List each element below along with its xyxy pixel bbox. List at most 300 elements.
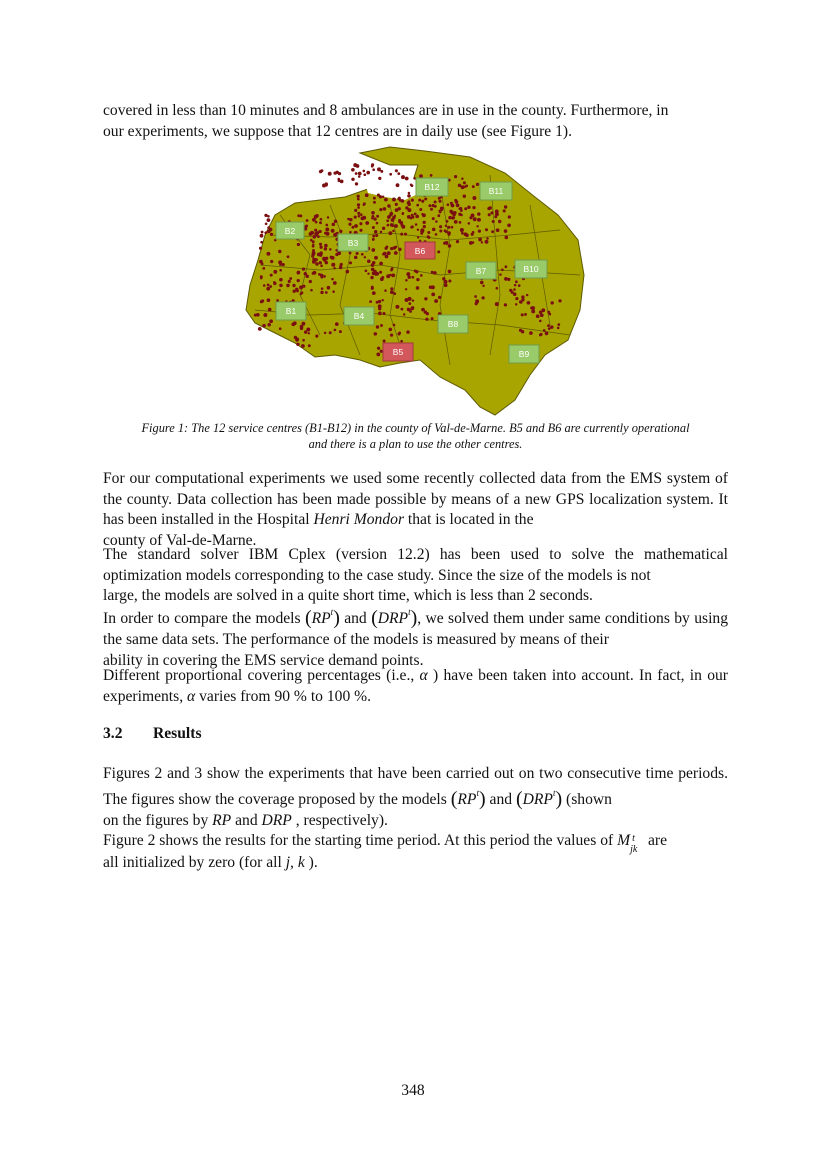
incident-dot bbox=[465, 234, 469, 238]
incident-dot bbox=[480, 281, 483, 284]
incident-dot bbox=[366, 171, 370, 175]
incident-dot bbox=[375, 234, 378, 237]
badge-b1-label: B1 bbox=[285, 306, 297, 316]
section-heading bbox=[103, 725, 202, 743]
incident-dot bbox=[288, 280, 291, 283]
incident-dot bbox=[520, 301, 523, 304]
badge-b11 bbox=[480, 182, 512, 200]
badge-b3-label: B3 bbox=[347, 238, 359, 248]
incident-dot bbox=[376, 325, 379, 328]
incident-dot bbox=[424, 297, 427, 300]
badge-b6 bbox=[405, 242, 435, 259]
incident-dot bbox=[393, 292, 396, 295]
incident-dot bbox=[437, 250, 440, 253]
incident-dot bbox=[335, 322, 339, 326]
incident-dot bbox=[507, 223, 511, 227]
p4-line-1b: ) have been taken into account. In fact, in bbox=[427, 667, 702, 684]
incident-dot bbox=[333, 281, 337, 285]
incident-dot bbox=[386, 219, 389, 222]
incident-dot bbox=[529, 331, 533, 335]
incident-dot bbox=[485, 240, 489, 244]
p1-line-1: For our computational experiments we used some recently collected data from the EMS bbox=[103, 470, 663, 487]
incident-dot bbox=[332, 223, 336, 227]
model-rp-2: RP bbox=[457, 790, 477, 808]
incident-dot bbox=[411, 214, 414, 217]
incident-dot bbox=[418, 199, 421, 202]
incident-dot bbox=[296, 289, 299, 292]
incident-dot bbox=[302, 339, 305, 342]
incident-dot bbox=[531, 309, 535, 313]
paragraph-data-collection bbox=[103, 469, 728, 551]
incident-dot bbox=[267, 215, 270, 218]
incident-dot bbox=[380, 350, 383, 353]
p3-line-1a: In order to compare the models bbox=[103, 610, 305, 628]
p3-line-1b: , we solved them under same conditions bbox=[417, 610, 670, 628]
incident-dot bbox=[363, 202, 366, 205]
incident-dot bbox=[545, 332, 549, 336]
incident-dot bbox=[448, 244, 452, 248]
incident-dot bbox=[390, 287, 393, 290]
incident-dot bbox=[495, 212, 499, 216]
incident-dot bbox=[411, 276, 414, 279]
incident-dot bbox=[423, 221, 426, 224]
incident-dot bbox=[482, 285, 484, 287]
badge-b12 bbox=[416, 178, 448, 196]
incident-dot bbox=[351, 168, 355, 172]
incident-dot bbox=[381, 299, 383, 301]
incident-dot bbox=[377, 347, 380, 350]
incident-dot bbox=[416, 204, 419, 207]
p3-line-3: ability in covering the EMS service demand points. bbox=[103, 652, 424, 670]
incident-dot bbox=[325, 184, 328, 187]
incident-dot bbox=[400, 340, 403, 343]
badge-b5 bbox=[383, 343, 413, 361]
incident-dot bbox=[431, 317, 434, 320]
incident-dot bbox=[324, 244, 328, 248]
incident-dot bbox=[376, 222, 379, 225]
incident-dot bbox=[448, 270, 452, 274]
incident-dot bbox=[463, 181, 466, 184]
incident-dot bbox=[376, 353, 380, 357]
incident-dot bbox=[308, 344, 311, 347]
incident-dot bbox=[415, 223, 418, 226]
incident-dot bbox=[396, 183, 400, 187]
incident-dot bbox=[375, 272, 379, 276]
incident-dot bbox=[491, 230, 494, 233]
incident-dot bbox=[399, 199, 402, 202]
p2-line-1: The standard solver IBM Cplex (version 12.2) has been used to solve the mathematical bbox=[103, 546, 728, 563]
incident-dot bbox=[349, 261, 352, 264]
incident-dot bbox=[264, 231, 267, 234]
incident-dot bbox=[373, 217, 376, 220]
incident-dot bbox=[317, 235, 320, 238]
incident-dot bbox=[400, 223, 403, 226]
badge-b9-label: B9 bbox=[518, 349, 530, 359]
incident-dot bbox=[478, 229, 481, 232]
incident-dot bbox=[438, 296, 441, 299]
incident-dot bbox=[503, 209, 506, 212]
incident-dot bbox=[304, 330, 307, 333]
incident-dot bbox=[358, 215, 361, 218]
incident-dot bbox=[465, 185, 468, 188]
incident-dot bbox=[333, 267, 335, 269]
incident-dot bbox=[314, 258, 318, 262]
incident-dot bbox=[273, 270, 277, 274]
incident-dot bbox=[270, 260, 273, 263]
incident-dot bbox=[426, 312, 429, 315]
incident-dot bbox=[378, 312, 382, 316]
m-sub-jk: jk bbox=[630, 844, 638, 856]
incident-dot bbox=[408, 200, 410, 202]
incident-dot bbox=[504, 205, 507, 208]
incident-dot bbox=[258, 327, 262, 331]
incident-dot bbox=[411, 199, 414, 202]
incident-dot bbox=[454, 175, 457, 178]
p2-line-3: large, the models are solved in a quite short time, which is less than 2 seconds. bbox=[103, 587, 593, 604]
incident-dot bbox=[371, 211, 375, 215]
incident-dot bbox=[320, 264, 323, 267]
incident-dot bbox=[387, 224, 390, 227]
p4-line-2b: varies from 90 % to 100 %. bbox=[195, 687, 372, 705]
incident-dot bbox=[331, 263, 335, 267]
incident-dot bbox=[372, 235, 375, 238]
p5-line-1: Figures 2 and 3 show the experiments that have been carried out on two consecutive time bbox=[103, 765, 674, 782]
alpha-symbol: α bbox=[419, 667, 428, 684]
incident-dot bbox=[387, 215, 391, 219]
incident-dot bbox=[371, 248, 375, 252]
incident-dot bbox=[421, 213, 423, 215]
incident-dot bbox=[279, 269, 282, 272]
incident-dot bbox=[324, 332, 327, 335]
incident-dot bbox=[505, 265, 508, 268]
p1-line-3c: that is located in the bbox=[404, 511, 534, 528]
word-and: and bbox=[339, 610, 372, 628]
incident-dot bbox=[379, 208, 382, 211]
incident-dot bbox=[456, 204, 460, 208]
incident-dot bbox=[279, 327, 282, 330]
incident-dot bbox=[378, 177, 381, 180]
incident-dot bbox=[269, 319, 273, 323]
sup-t-4: t bbox=[552, 787, 556, 798]
incident-dot bbox=[428, 204, 431, 207]
incident-dot bbox=[269, 228, 273, 232]
incident-dot bbox=[319, 170, 322, 173]
word-and-3: and bbox=[231, 812, 262, 830]
m-sup-t: t bbox=[632, 833, 635, 845]
incident-dot bbox=[300, 291, 303, 294]
incident-dot bbox=[297, 279, 300, 282]
incident-dot bbox=[405, 288, 407, 290]
incident-dot bbox=[270, 274, 273, 277]
incident-dot bbox=[301, 344, 305, 348]
incident-dot bbox=[521, 313, 524, 316]
incident-dot bbox=[397, 172, 400, 175]
incident-dot bbox=[359, 222, 362, 225]
incident-dot bbox=[530, 306, 533, 309]
incident-dot bbox=[405, 177, 409, 181]
incident-dot bbox=[265, 222, 268, 225]
incident-dot bbox=[463, 194, 466, 197]
incident-dot bbox=[438, 197, 441, 200]
incident-dot bbox=[406, 330, 409, 333]
incident-dot bbox=[421, 308, 425, 312]
incident-dot bbox=[297, 214, 300, 217]
badge-b8-label: B8 bbox=[447, 319, 459, 329]
incident-dot bbox=[515, 303, 517, 305]
incident-dot bbox=[300, 326, 303, 329]
incident-dot bbox=[380, 231, 383, 234]
incident-dot bbox=[395, 305, 399, 309]
incident-dot bbox=[438, 200, 441, 203]
incident-dot bbox=[322, 257, 326, 261]
incident-dot bbox=[444, 280, 448, 284]
incident-dot bbox=[410, 184, 413, 187]
incident-dot bbox=[334, 220, 338, 224]
incident-dot bbox=[310, 289, 313, 292]
incident-dot bbox=[481, 241, 483, 243]
incident-dot bbox=[431, 293, 435, 297]
incident-dot bbox=[476, 225, 478, 227]
incident-dot bbox=[477, 212, 480, 215]
hospital-name: Henri Mondor bbox=[313, 511, 405, 528]
incident-dot bbox=[312, 243, 314, 245]
incident-dot bbox=[365, 193, 369, 197]
incident-dot bbox=[377, 193, 380, 196]
incident-dot bbox=[329, 248, 332, 251]
incident-dot bbox=[297, 271, 301, 275]
incident-dot bbox=[515, 280, 518, 283]
incident-dot bbox=[360, 213, 363, 216]
incident-dot bbox=[395, 203, 398, 206]
incident-dot bbox=[377, 167, 381, 171]
incident-dot bbox=[451, 226, 454, 229]
incident-dot bbox=[513, 292, 517, 296]
p5-line-2b: (shown bbox=[562, 790, 612, 808]
incident-dot bbox=[407, 194, 411, 198]
incident-dot bbox=[446, 220, 449, 223]
incident-dot bbox=[496, 228, 500, 232]
incident-dot bbox=[478, 238, 482, 242]
incident-dot bbox=[441, 209, 444, 212]
incident-dot bbox=[374, 256, 378, 260]
incident-dot bbox=[357, 195, 360, 198]
intro-line-2: our experiments, we suppose that 12 centres are in daily use (see Figure 1). bbox=[103, 122, 572, 140]
incident-dot bbox=[302, 322, 306, 326]
badge-b3 bbox=[338, 234, 368, 251]
incident-dot bbox=[315, 262, 318, 265]
incident-dot bbox=[334, 329, 337, 332]
incident-dot bbox=[349, 252, 352, 255]
incident-dot bbox=[408, 192, 411, 195]
incident-dot bbox=[400, 233, 403, 236]
badge-b10-label: B10 bbox=[523, 264, 539, 274]
incident-dot bbox=[354, 209, 357, 212]
incident-dot bbox=[390, 333, 393, 336]
incident-dot bbox=[394, 224, 398, 228]
incident-dot bbox=[390, 247, 393, 250]
incident-dot bbox=[448, 233, 451, 236]
incident-dot bbox=[383, 340, 386, 343]
incident-dot bbox=[270, 233, 273, 236]
incident-dot bbox=[539, 310, 542, 313]
badge-b9 bbox=[509, 345, 539, 363]
incident-dot bbox=[323, 275, 326, 278]
incident-dot bbox=[319, 243, 322, 246]
section-number: 3.2 bbox=[103, 725, 123, 742]
incident-dot bbox=[373, 201, 376, 204]
incident-dot bbox=[357, 203, 360, 206]
incident-dot bbox=[404, 233, 407, 236]
incident-dot bbox=[472, 185, 475, 188]
incident-dot bbox=[421, 200, 424, 203]
incident-dot bbox=[312, 235, 316, 239]
incident-dot bbox=[416, 278, 419, 281]
incident-dot bbox=[439, 229, 442, 232]
incident-dot bbox=[427, 235, 430, 238]
incident-dot bbox=[320, 291, 323, 294]
incident-dot bbox=[333, 233, 337, 237]
incident-dot bbox=[540, 313, 544, 317]
incident-dot bbox=[551, 301, 554, 304]
incident-dot bbox=[419, 208, 422, 211]
incident-dot bbox=[305, 275, 309, 279]
incident-dot bbox=[262, 267, 265, 270]
incident-dot bbox=[339, 266, 343, 270]
incident-dot bbox=[356, 164, 360, 168]
incident-dot bbox=[389, 173, 392, 176]
incident-dot bbox=[412, 299, 414, 301]
incident-dot bbox=[409, 310, 412, 313]
incident-dot bbox=[476, 301, 479, 304]
incident-dot bbox=[407, 215, 411, 219]
model-drp: DRP bbox=[377, 610, 409, 628]
incident-dot bbox=[325, 227, 329, 231]
incident-dot bbox=[308, 332, 310, 334]
incident-dot bbox=[434, 299, 438, 303]
incident-dot bbox=[389, 274, 392, 277]
incident-dot bbox=[394, 215, 396, 217]
incident-dot bbox=[324, 247, 327, 250]
incident-dot bbox=[434, 200, 437, 203]
incident-dot bbox=[279, 284, 283, 288]
incident-dot bbox=[406, 272, 410, 276]
incident-dot bbox=[461, 185, 465, 189]
m-indices bbox=[630, 833, 644, 856]
incident-dot bbox=[379, 262, 383, 266]
incident-dot bbox=[402, 212, 405, 215]
caption-line-1: Figure 1: The 12 service centres (B1-B12) in the county of Val-de-Marne. B5 and B6 are currently operational bbox=[141, 421, 690, 435]
incident-dot bbox=[293, 290, 296, 293]
incident-dot bbox=[415, 215, 419, 219]
incident-dot bbox=[540, 333, 543, 336]
symbol-jk: j, k bbox=[285, 854, 305, 871]
incident-dot bbox=[417, 229, 419, 231]
sup-t-2: t bbox=[408, 607, 411, 617]
incident-dot bbox=[547, 324, 550, 327]
incident-dot bbox=[504, 277, 508, 281]
incident-dot bbox=[267, 323, 271, 327]
incident-dot bbox=[460, 228, 464, 232]
incident-dot bbox=[316, 231, 319, 234]
incident-dot bbox=[508, 215, 511, 218]
incident-dot bbox=[433, 271, 437, 275]
incident-dot bbox=[450, 211, 454, 215]
incident-dot bbox=[456, 240, 459, 243]
incident-dot bbox=[526, 294, 528, 296]
incident-dot bbox=[384, 198, 388, 202]
incident-dot bbox=[387, 204, 390, 207]
incident-dot bbox=[319, 261, 322, 264]
incident-dot bbox=[389, 328, 393, 332]
badge-b1 bbox=[276, 302, 306, 320]
incident-dot bbox=[392, 198, 396, 202]
incident-dot bbox=[382, 253, 384, 255]
badge-b12-label: B12 bbox=[424, 182, 440, 192]
incident-dot bbox=[355, 231, 358, 234]
incident-dot bbox=[430, 208, 433, 211]
incident-dot bbox=[459, 221, 462, 224]
incident-dot bbox=[331, 229, 335, 233]
p4-line-1a: Different proportional covering percentages (i.e., bbox=[103, 667, 420, 684]
incident-dot bbox=[414, 212, 417, 215]
figure-1-map bbox=[240, 145, 590, 420]
incident-dot bbox=[495, 302, 499, 306]
incident-dot bbox=[472, 231, 475, 234]
section-title: Results bbox=[153, 725, 202, 742]
model-rp: RP bbox=[311, 610, 331, 628]
incident-dot bbox=[378, 300, 381, 303]
incident-dot bbox=[335, 171, 339, 175]
incident-dot bbox=[319, 246, 322, 249]
incident-dot bbox=[395, 169, 398, 172]
incident-dot bbox=[260, 234, 264, 238]
incident-dot bbox=[315, 335, 318, 338]
incident-dot bbox=[260, 275, 263, 278]
incident-dot bbox=[278, 250, 281, 253]
incident-dot bbox=[383, 207, 387, 211]
incident-dot bbox=[327, 286, 331, 290]
incident-dot bbox=[372, 291, 376, 295]
incident-dot bbox=[362, 216, 366, 220]
incident-dot bbox=[392, 230, 395, 233]
badge-b7 bbox=[466, 262, 496, 279]
incident-dot bbox=[310, 239, 313, 242]
incident-dot bbox=[347, 218, 350, 221]
incident-dot bbox=[486, 237, 489, 240]
incident-dot bbox=[521, 330, 524, 333]
incident-dot bbox=[405, 298, 409, 302]
incident-dot bbox=[363, 173, 366, 176]
incident-dot bbox=[373, 197, 376, 200]
incident-dot bbox=[476, 183, 479, 186]
incident-dot bbox=[351, 178, 354, 181]
incident-dot bbox=[459, 207, 462, 210]
incident-dot bbox=[374, 230, 377, 233]
incident-dot bbox=[320, 251, 323, 254]
incident-dot bbox=[273, 282, 276, 285]
incident-dot bbox=[371, 215, 374, 218]
incident-dot bbox=[501, 268, 504, 271]
incident-dot bbox=[340, 263, 343, 266]
incident-dot bbox=[397, 332, 400, 335]
incident-dot bbox=[450, 202, 453, 205]
p5-line-3a: on the figures by bbox=[103, 812, 213, 830]
incident-dot bbox=[312, 272, 315, 275]
figure-1-caption bbox=[103, 420, 728, 452]
incident-dot bbox=[430, 174, 433, 177]
incident-dot bbox=[504, 303, 507, 306]
incident-dot bbox=[263, 284, 266, 287]
